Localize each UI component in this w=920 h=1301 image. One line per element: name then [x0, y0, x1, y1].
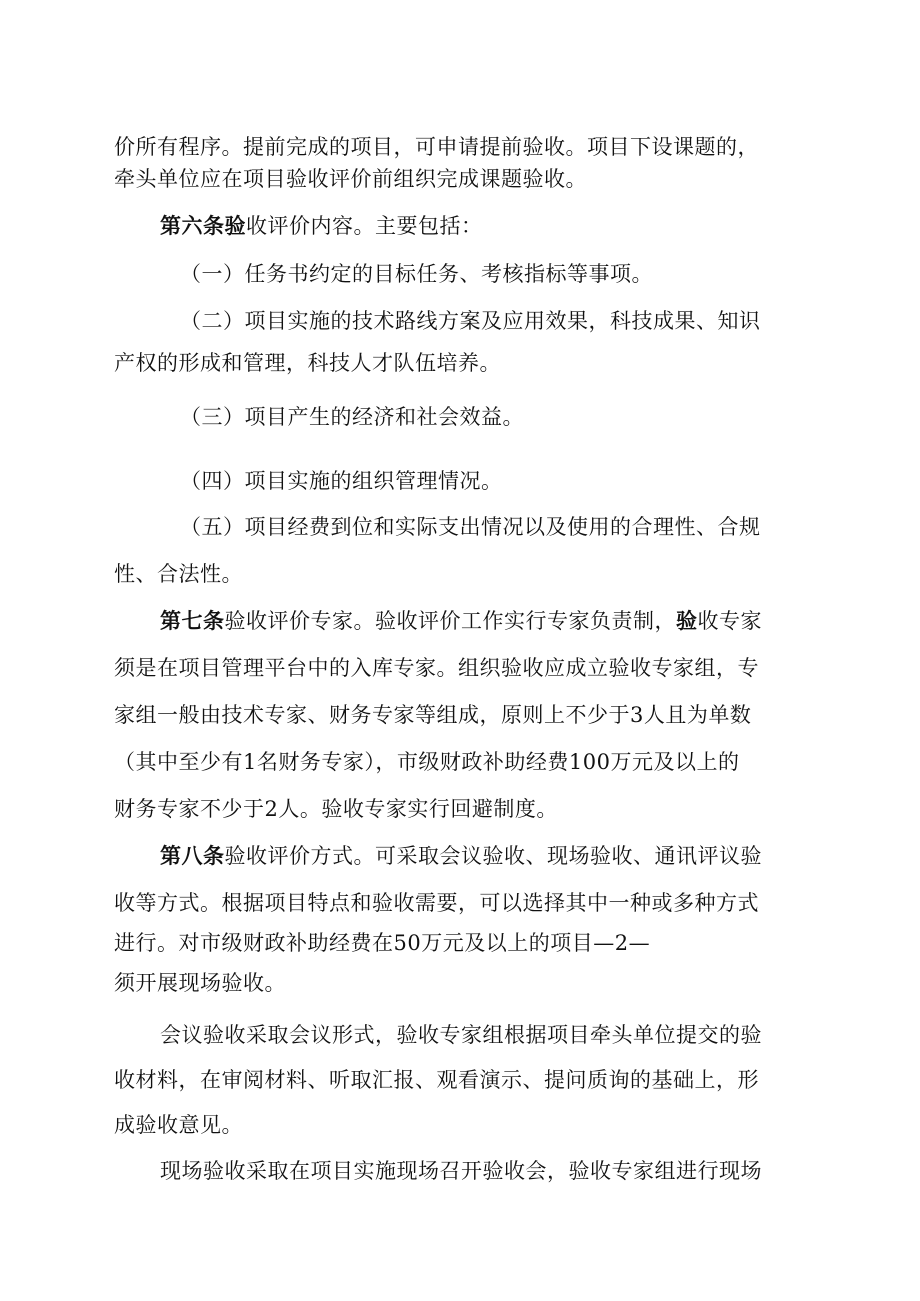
- article-8-label: 第八条: [160, 843, 225, 868]
- meeting-acceptance: 会议验收采取会议形式，验收专家组根据项目牵头单位提交的验: [160, 1023, 762, 1047]
- article-7-label: 第七条: [160, 608, 225, 633]
- meeting-acceptance-line-2: 收材料，在审阅材料、听取汇报、观看演示、提问质询的基础上，形: [114, 1068, 759, 1092]
- line-1: 价所有程序。提前完成的项目，可申请提前验收。项目下设课题的，: [114, 135, 759, 159]
- article-6-heading: 第六条验收评价内容。主要包括：: [160, 213, 483, 238]
- item-5-cont: 性、合法性。: [114, 562, 243, 586]
- site-acceptance: 现场验收采取在项目实施现场召开验收会，验收专家组进行现场: [160, 1159, 762, 1183]
- article-8-line-3: 进行。对市级财政补助经费在50万元及以上的项目—2—: [114, 931, 651, 955]
- article-7-line-3: 家组一般由技术专家、财务专家等组成，原则上不少于3人且为单数: [114, 703, 752, 727]
- item-2-cont: 产权的形成和管理，科技人才队伍培养。: [114, 351, 501, 375]
- item-5: （五）项目经费到位和实际支出情况以及使用的合理性、合规: [180, 515, 761, 539]
- article-7-line-4: （其中至少有1名财务专家），市级财政补助经费100万元及以上的: [114, 750, 740, 774]
- meeting-acceptance-line-3: 成验收意见。: [114, 1113, 243, 1137]
- item-1: （一）任务书约定的目标任务、考核指标等事项。: [180, 262, 653, 286]
- article-8-heading: 第八条验收评价方式。可采取会议验收、现场验收、通讯评议验: [160, 843, 762, 868]
- article-8-line-2: 收等方式。根据项目特点和验收需要，可以选择其中一种或多种方式: [114, 891, 759, 915]
- line-2: 牵头单位应在项目验收评价前组织完成课题验收。: [114, 167, 587, 191]
- article-7-heading: 第七条验收评价专家。验收评价工作实行专家负责制，验收专家: [160, 608, 762, 633]
- item-4: （四）项目实施的组织管理情况。: [180, 469, 503, 493]
- article-7-line-2: 须是在项目管理平台中的入库专家。组织验收应成立验收专家组，专: [114, 656, 759, 680]
- item-3: （三）项目产生的经济和社会效益。: [180, 405, 524, 429]
- item-2: （二）项目实施的技术路线方案及应用效果，科技成果、知识: [180, 309, 761, 333]
- article-7-line-5: 财务专家不少于2人。验收专家实行回避制度。: [114, 797, 558, 821]
- article-8-line-4: 须开展现场验收。: [114, 971, 286, 995]
- article-6-label: 第六条验: [160, 213, 246, 238]
